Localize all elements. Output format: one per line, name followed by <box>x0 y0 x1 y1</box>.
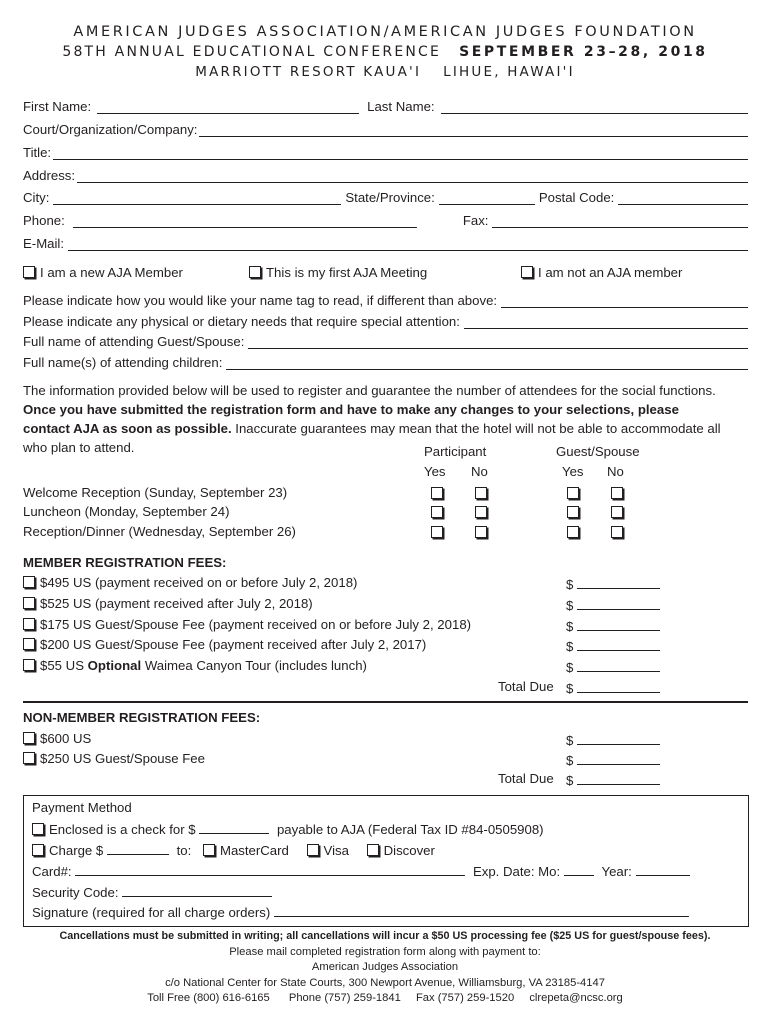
checkbox-icon[interactable] <box>23 752 35 764</box>
children-field[interactable] <box>226 356 748 370</box>
city-row <box>23 187 748 205</box>
state-label: State/Province: <box>345 190 435 205</box>
fax-number: Fax (757) 259-1520 <box>415 992 515 1004</box>
name-tag-field[interactable] <box>501 294 748 308</box>
fax-label: Fax: <box>462 213 489 228</box>
luncheon-participant-yes[interactable] <box>431 506 443 518</box>
first-name-field[interactable] <box>97 100 359 114</box>
checkbox-icon[interactable] <box>32 844 44 856</box>
contact-email[interactable]: clrepeta@ncsc.org <box>529 992 623 1004</box>
charge-amount-field[interactable] <box>107 841 169 855</box>
checkbox-icon[interactable] <box>249 266 261 278</box>
luncheon-guest-no[interactable] <box>611 506 623 518</box>
state-field[interactable] <box>439 191 535 205</box>
checkbox-icon[interactable] <box>23 597 35 609</box>
participant-no-header: No <box>471 464 488 479</box>
amount-field[interactable]: $ <box>566 658 660 675</box>
last-name-label: Last Name: <box>367 99 435 114</box>
payment-method-box <box>23 795 749 927</box>
amount-field[interactable]: $ <box>566 751 660 768</box>
phone-label: Phone: <box>23 213 65 228</box>
last-name-field[interactable] <box>441 100 748 114</box>
contact-line <box>0 991 770 1007</box>
court-row <box>23 119 748 137</box>
conference-dates: SEPTEMBER 23–28, 2018 <box>459 44 708 60</box>
association-title: AMERICAN JUDGES ASSOCIATION/AMERICAN JUDGES FOUNDATION <box>73 24 697 40</box>
postal-field[interactable] <box>618 191 748 205</box>
guest-yes-header: Yes <box>562 464 584 479</box>
card-number-field[interactable] <box>75 862 465 876</box>
member-fee-525[interactable]: $525 US (payment received after July 2, 2018) <box>23 596 313 611</box>
email-field[interactable] <box>68 237 748 251</box>
guest-no-header: No <box>607 464 624 479</box>
not-member-option[interactable]: I am not an AJA member <box>521 265 682 280</box>
signature-row: Signature (required for all charge orders) <box>32 903 689 920</box>
title-row <box>23 142 748 160</box>
member-fee-175[interactable]: $175 US Guest/Spouse Fee (payment received on or before July 2, 2018) <box>23 617 471 632</box>
security-row: Security Code: <box>32 883 272 900</box>
toll-free: Toll Free (800) 616-6165 <box>147 992 270 1004</box>
form-header <box>0 22 770 82</box>
postal-label: Postal Code: <box>538 190 615 205</box>
amount-field[interactable]: $ <box>566 731 660 748</box>
fax-field[interactable] <box>492 214 748 228</box>
phone-row <box>23 210 748 228</box>
security-code-field[interactable] <box>122 883 272 897</box>
mail-address: c/o National Center for State Courts, 300 Newport Avenue, Williamsburg, VA 23185-4147 <box>165 976 605 989</box>
card-row: Card#: Exp. Date: Mo: Year: <box>32 862 690 879</box>
name-row <box>23 96 748 114</box>
first-name-label: First Name: <box>23 99 92 114</box>
guest-row <box>23 331 748 349</box>
event-reception-dinner: Reception/Dinner (Wednesday, September 26) <box>23 524 296 539</box>
nonmember-fee-600[interactable]: $600 US <box>23 731 91 746</box>
checkbox-icon[interactable] <box>32 823 44 835</box>
needs-label: Please indicate any physical or dietary needs that require special attention: <box>23 314 460 329</box>
welcome-participant-yes[interactable] <box>431 487 443 499</box>
phone-field[interactable] <box>73 214 417 228</box>
event-welcome-reception: Welcome Reception (Sunday, September 23) <box>23 485 288 500</box>
footer <box>0 929 770 1007</box>
checkbox-icon[interactable] <box>23 659 35 671</box>
nonmember-total-due-field[interactable]: $ <box>566 771 660 788</box>
first-meeting-option[interactable]: This is my first AJA Meeting <box>249 265 427 280</box>
welcome-participant-no[interactable] <box>475 487 487 499</box>
court-label: Court/Organization/Company: <box>23 122 198 137</box>
charge-option[interactable]: Charge $ to: MasterCard Visa Discover <box>32 841 435 858</box>
children-row <box>23 352 748 370</box>
checkbox-icon[interactable] <box>23 576 35 588</box>
city-field[interactable] <box>53 191 341 205</box>
signature-field[interactable] <box>274 903 689 917</box>
checkbox-icon[interactable] <box>23 266 35 278</box>
dinner-participant-yes[interactable] <box>431 526 443 538</box>
cancellation-policy: Cancellations must be submitted in writing; all cancellations will incur a $50 US processing fee ($25 US for guest/spouse fees). <box>59 930 711 942</box>
email-row <box>23 233 748 251</box>
address-row <box>23 165 748 183</box>
member-total-due-field[interactable]: $ <box>566 679 660 696</box>
luncheon-guest-yes[interactable] <box>567 506 579 518</box>
mail-instructions: Please mail completed registration form along with payment to: <box>229 945 541 958</box>
guest-label: Full name of attending Guest/Spouse: <box>23 334 245 349</box>
venue: MARRIOTT RESORT KAUA'I LIHUE, HAWAI'I <box>195 64 575 80</box>
luncheon-participant-no[interactable] <box>475 506 487 518</box>
amount-field[interactable]: $ <box>566 596 660 613</box>
welcome-guest-no[interactable] <box>611 487 623 499</box>
member-fee-495[interactable]: $495 US (payment received on or before July 2, 2018) <box>23 575 357 590</box>
mail-org: American Judges Association <box>311 961 459 973</box>
checkbox-icon[interactable] <box>23 618 35 630</box>
city-label: City: <box>23 190 50 205</box>
member-total-due-label: Total Due <box>498 679 554 694</box>
member-fee-tour[interactable]: $55 US Optional Waimea Canyon Tour (includes lunch) <box>23 658 367 673</box>
name-tag-row <box>23 290 748 308</box>
needs-row <box>23 311 748 329</box>
check-amount-field[interactable] <box>199 820 269 834</box>
mastercard-checkbox[interactable] <box>203 844 215 856</box>
welcome-guest-yes[interactable] <box>567 487 579 499</box>
event-luncheon: Luncheon (Monday, September 24) <box>23 504 230 519</box>
amount-field[interactable]: $ <box>566 575 660 592</box>
nonmember-fee-250[interactable]: $250 US Guest/Spouse Fee <box>23 751 205 766</box>
nonmember-total-due-label: Total Due <box>498 771 554 786</box>
dinner-participant-no[interactable] <box>475 526 487 538</box>
discover-checkbox[interactable] <box>367 844 379 856</box>
checkbox-icon[interactable] <box>23 732 35 744</box>
name-tag-label: Please indicate how you would like your name tag to read, if different than above: <box>23 293 498 308</box>
section-divider <box>23 701 748 703</box>
member-fees-heading: MEMBER REGISTRATION FEES: <box>23 555 227 570</box>
visa-checkbox[interactable] <box>307 844 319 856</box>
info-paragraph: The information provided below will be used to register and guarantee the number of attendees for the social functions. Once you have submitted the registration form and have to make any changes to your selections, please contact AJA as soon as possible. Inaccurate guarantees may mean that the hotel will not be able to accommodate all who plan to attend. <box>23 383 721 455</box>
court-field[interactable] <box>199 123 748 137</box>
email-label: E-Mail: <box>23 236 65 251</box>
title-label: Title: <box>23 145 52 160</box>
conference-title: 58TH ANNUAL EDUCATIONAL CONFERENCE SEPTEMBER 23–28, 2018 <box>62 44 708 60</box>
new-member-option[interactable]: I am a new AJA Member <box>23 265 183 280</box>
title-field[interactable] <box>53 146 748 160</box>
guest-spouse-header: Guest/Spouse <box>556 444 640 459</box>
exp-month-field[interactable] <box>564 862 594 876</box>
participant-yes-header: Yes <box>424 464 446 479</box>
dinner-guest-no[interactable] <box>611 526 623 538</box>
member-fee-200[interactable]: $200 US Guest/Spouse Fee (payment received after July 2, 2017) <box>23 637 426 652</box>
phone-number: Phone (757) 259-1841 <box>288 992 401 1004</box>
children-label: Full name(s) of attending children: <box>23 355 223 370</box>
exp-year-field[interactable] <box>636 862 690 876</box>
address-label: Address: <box>23 168 76 183</box>
amount-field[interactable]: $ <box>566 637 660 654</box>
needs-field[interactable] <box>464 315 748 329</box>
address-field[interactable] <box>77 169 748 183</box>
participant-header: Participant <box>424 444 487 459</box>
dinner-guest-yes[interactable] <box>567 526 579 538</box>
nonmember-fees-heading: NON-MEMBER REGISTRATION FEES: <box>23 710 261 725</box>
payment-method-heading: Payment Method <box>32 800 132 815</box>
check-option[interactable]: Enclosed is a check for $ payable to AJA (Federal Tax ID #84-0505908) <box>32 820 544 837</box>
guest-field[interactable] <box>248 335 748 349</box>
amount-field[interactable]: $ <box>566 617 660 634</box>
checkbox-icon[interactable] <box>521 266 533 278</box>
checkbox-icon[interactable] <box>23 638 35 650</box>
